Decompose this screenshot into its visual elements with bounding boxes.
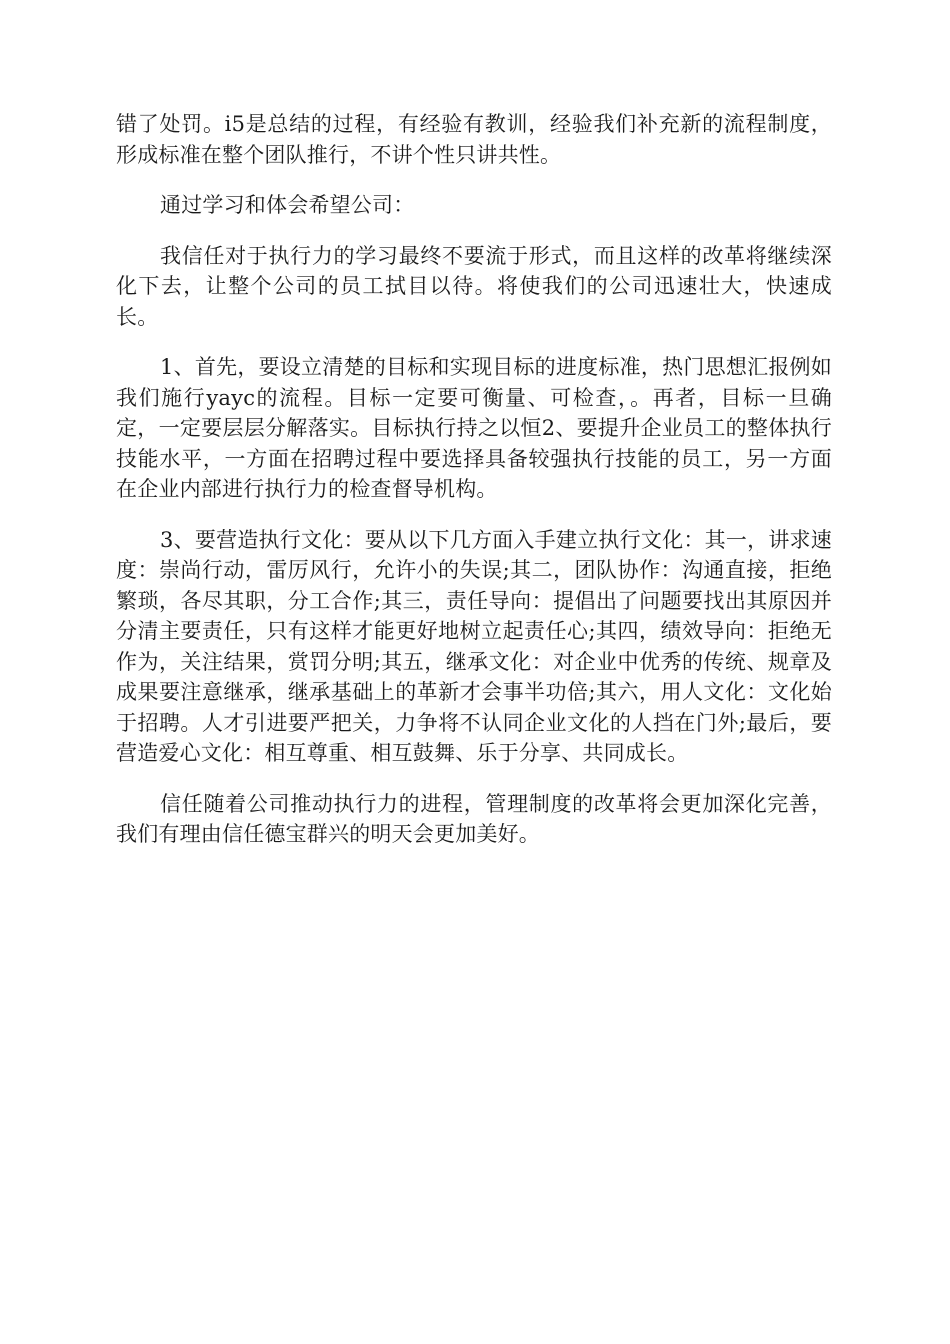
paragraph-belief: 我信任对于执行力的学习最终不要流于形式，而且这样的改革将继续深化下去，让整个公司的员工拭目以待。将使我们的公司迅速壮大，快速成长。 — [116, 243, 832, 329]
paragraph-point-1-2: 1、首先，要设立清楚的目标和实现目标的进度标准，热门思想汇报例如我们施行yayc的流程。目标一定要可衡量、可检查，。再者，目标一旦确定，一定要层层分解落实。目标执行持之以恒2、要提升企业员工的整体执行技能水平，一方面在招聘过程中要选择具备较强执行技能的员工，另一方面在企业内部进行执行力的检查督导机构。 — [116, 355, 832, 501]
paragraph-conclusion: 信任随着公司推动执行力的进程，管理制度的改革将会更加深化完善，我们有理由信任德宝群兴的明天会更加美好。 — [116, 791, 832, 846]
paragraph-hope-heading: 通过学习和体会希望公司： — [160, 193, 415, 217]
document-body — [116, 109, 832, 870]
paragraph-continuation: 错了处罚。i5是总结的过程，有经验有教训，经验我们补充新的流程制度，形成标准在整个团队推行，不讲个性只讲共性。 — [116, 112, 832, 167]
paragraph-point-3: 3、要营造执行文化：要从以下几方面入手建立执行文化：其一，讲求速度：崇尚行动，雷厉风行，允许小的失误;其二，团队协作：沟通直接，拒绝繁琐，各尽其职，分工合作;其三，责任导向：提倡出了问题要找出其原因并分清主要责任，只有这样才能更好地树立起责任心;其四，绩效导向：拒绝无作为，关注结果，赏罚分明;其五，继承文化：对企业中优秀的传统、规章及成果要注意继承，继承基础上的革新才会事半功倍;其六，用人文化：文化始于招聘。人才引进要严把关，力争将不认同企业文化的人挡在门外;最后，要营造爱心文化：相互尊重、相互鼓舞、乐于分享、共同成长。 — [116, 527, 832, 765]
